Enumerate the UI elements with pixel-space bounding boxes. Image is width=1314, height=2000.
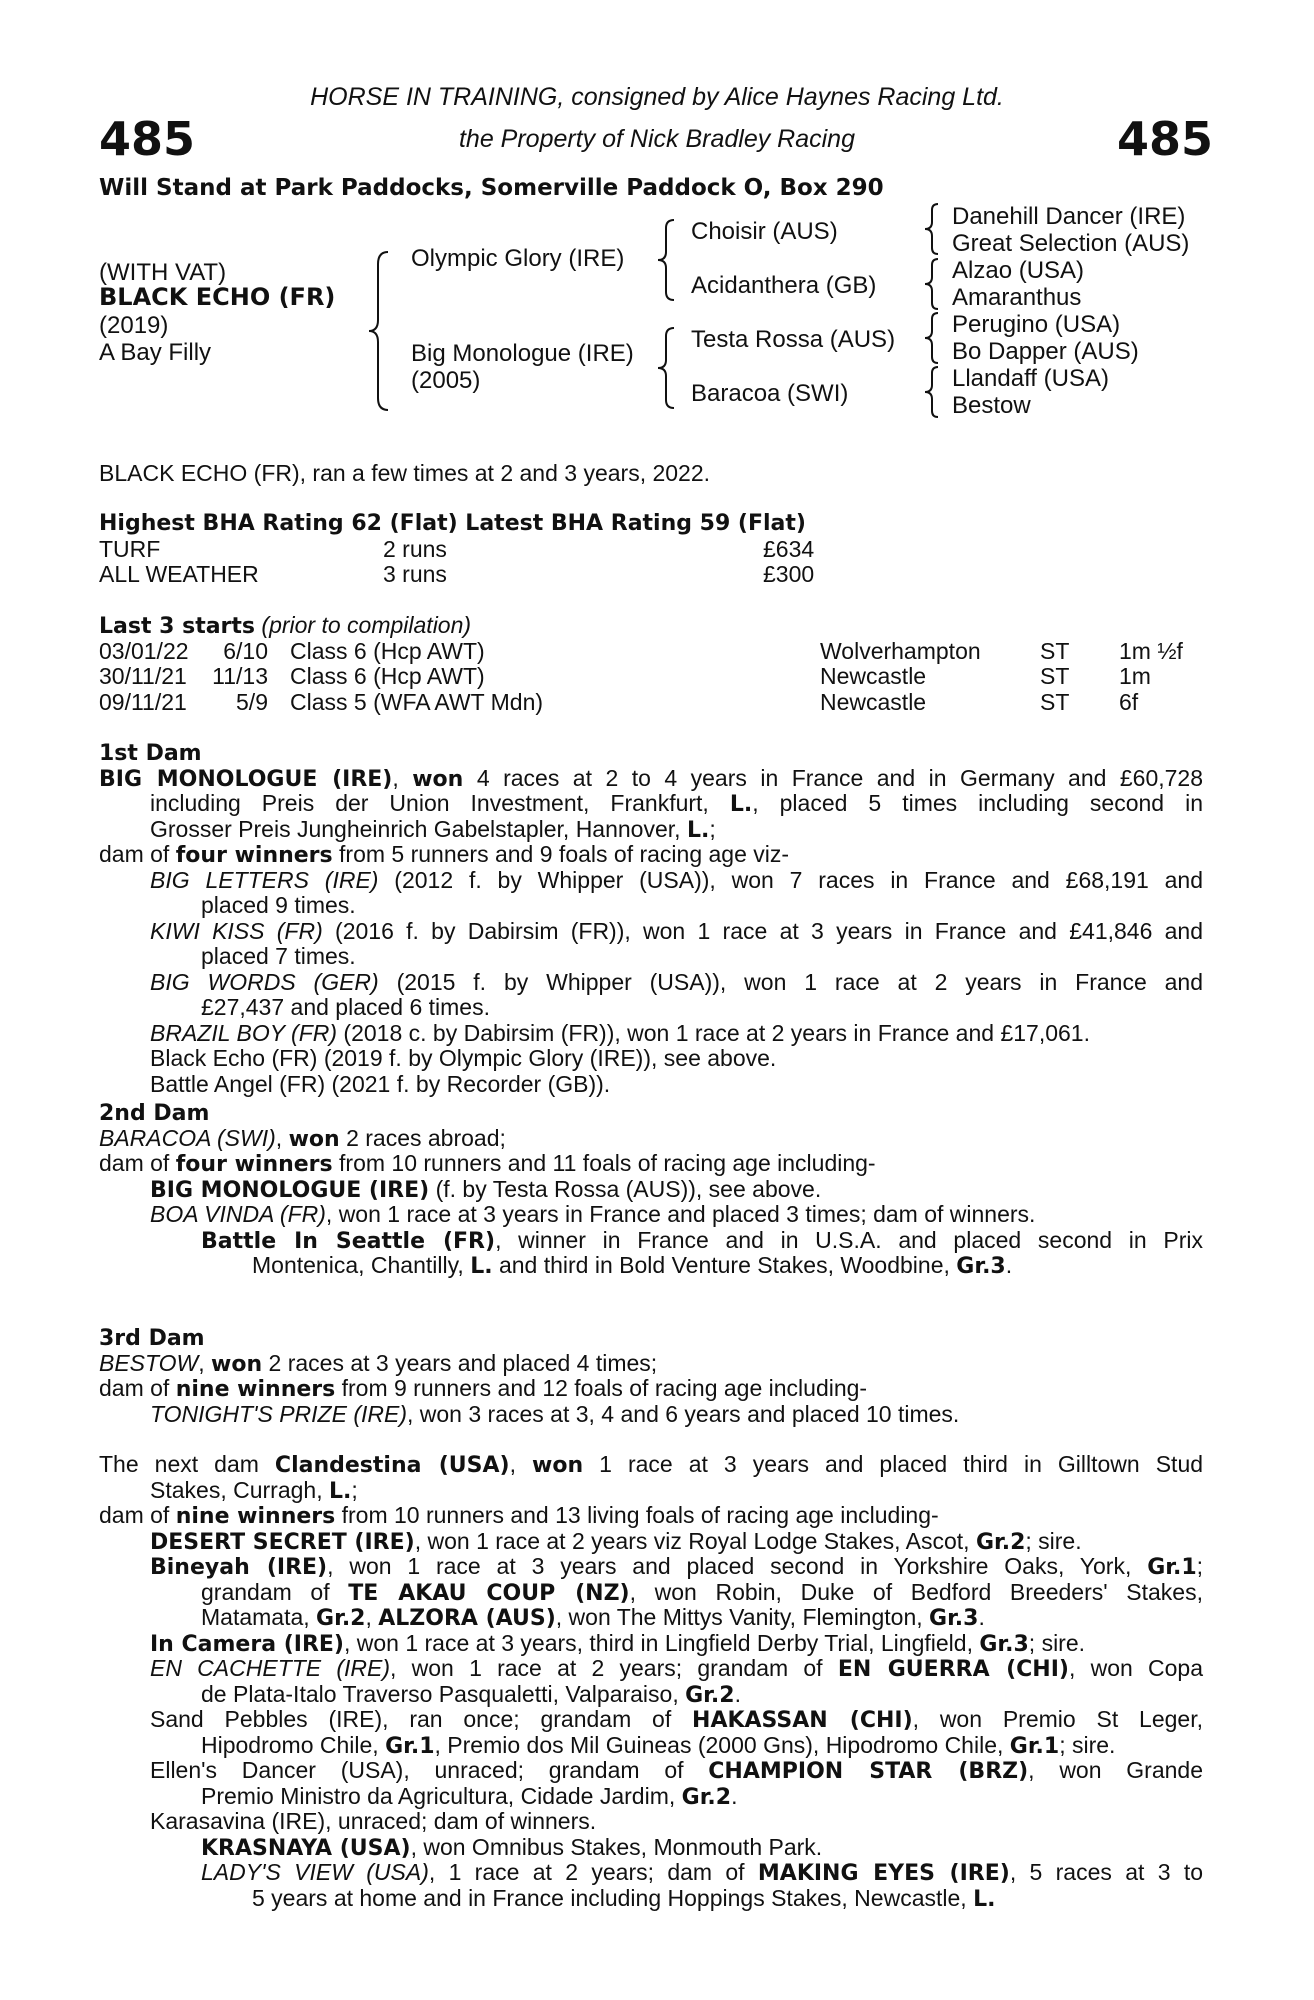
progeny-name: MAKING EYES (IRE) bbox=[757, 1861, 1010, 1886]
progeny-record: , Premio dos Mil Guineas (2000 Gns), Hipodromo Chile, bbox=[434, 1731, 1004, 1758]
listed-label: L. bbox=[729, 792, 753, 817]
progeny-record: , won 1 race at 2 years; grandam of bbox=[390, 1655, 823, 1681]
progeny-record: , winner in France and in U.S.A. and placed second in Prix bbox=[495, 1226, 1203, 1253]
progeny-record: and third in Bold Venture Stakes, Woodbine, bbox=[498, 1252, 950, 1278]
start-position: 11/13 bbox=[212, 663, 268, 689]
third-dam-name: BESTOW bbox=[99, 1349, 199, 1376]
start-date: 30/11/21 bbox=[99, 663, 187, 689]
start-race: Class 5 (WFA AWT Mdn) bbox=[290, 689, 544, 715]
pedigree-dam-year: (2005) bbox=[411, 367, 481, 394]
listed-label: L. bbox=[328, 1478, 352, 1504]
punctuation: ; bbox=[351, 1476, 358, 1503]
start-course: Wolverhampton bbox=[820, 638, 981, 664]
progeny-record: ; sire. bbox=[1059, 1731, 1116, 1758]
progeny-record: (f. by Testa Rossa (AUS)), see above. bbox=[435, 1175, 822, 1202]
horse-description: A Bay Filly bbox=[99, 339, 212, 366]
progeny-entry: Battle Angel (FR) (2021 f. by Recorder (GB)). bbox=[150, 1070, 611, 1097]
pedigree-dam: Big Monologue (IRE) bbox=[411, 340, 634, 367]
grade-label: Gr.1 bbox=[385, 1733, 435, 1759]
start-date: 03/01/22 bbox=[99, 638, 189, 664]
foals-note: from 9 runners and 12 foals of racing age including- bbox=[341, 1375, 868, 1401]
start-race: Class 6 (Hcp AWT) bbox=[290, 638, 485, 664]
progeny-record: , 5 races at 3 to bbox=[1009, 1859, 1204, 1885]
won-label: won bbox=[532, 1453, 584, 1478]
progeny-record: , won 1 race at 2 years viz Royal Lodge Stakes, Ascot, bbox=[414, 1527, 970, 1554]
progeny-record: , won 1 race at 3 years, third in Lingfield Derby Trial, Lingfield, bbox=[343, 1629, 973, 1656]
turf-label: TURF bbox=[99, 536, 161, 562]
progeny-record: , won Omnibus Stakes, Monmouth Park. bbox=[410, 1833, 823, 1860]
punctuation: . bbox=[1005, 1252, 1013, 1278]
pedigree-brace-dam bbox=[656, 326, 678, 410]
progeny-name: BIG LETTERS (IRE) bbox=[150, 866, 379, 893]
progeny-record: , 1 race at 2 years; dam of bbox=[428, 1859, 745, 1885]
vat-note: (WITH VAT) bbox=[99, 259, 227, 286]
progeny-name: Bineyah (IRE) bbox=[150, 1555, 328, 1580]
grade-label: Gr.1 bbox=[1147, 1555, 1197, 1580]
pedigree-dam-dam: Baracoa (SWI) bbox=[691, 380, 849, 407]
second-dam-record: 2 races abroad; bbox=[346, 1124, 506, 1151]
pedigree-brace-g2 bbox=[922, 257, 942, 311]
progeny-name: ALZORA (AUS) bbox=[378, 1606, 556, 1631]
start-date: 09/11/21 bbox=[99, 689, 187, 715]
pedigree-brace-g3 bbox=[922, 311, 942, 365]
pedigree-g7: Llandaff (USA) bbox=[952, 365, 1109, 392]
start-distance: 6f bbox=[1119, 689, 1139, 715]
punctuation: , bbox=[365, 1604, 372, 1630]
pedigree-brace-g4 bbox=[922, 365, 942, 419]
start-position: 5/9 bbox=[236, 689, 268, 715]
pedigree-brace-g1 bbox=[922, 202, 942, 256]
pedigree-sire-sire: Choisir (AUS) bbox=[691, 218, 838, 245]
start-going: ST bbox=[1040, 689, 1070, 715]
progeny-record: de Plata-Italo Traverso Pasqualetti, Valparaiso, bbox=[201, 1680, 679, 1707]
progeny-record: 5 years at home and in France including Hoppings Stakes, Newcastle, bbox=[252, 1884, 967, 1911]
progeny-record: ; sire. bbox=[1028, 1629, 1086, 1656]
second-dam-name: BARACOA (SWI) bbox=[99, 1124, 276, 1151]
progeny-name: EN GUERRA (CHI) bbox=[837, 1657, 1069, 1682]
pedigree-g4: Amaranthus bbox=[952, 284, 1082, 311]
pedigree-g8: Bestow bbox=[952, 392, 1031, 419]
progeny-name: LADY'S VIEW (USA) bbox=[201, 1859, 429, 1885]
progeny-record: , won Premio St Leger, bbox=[912, 1706, 1203, 1732]
pedigree-brace-sire bbox=[656, 218, 678, 302]
first-dam-record-line: Grosser Preis Jungheinrich Gabelstapler, Hannover, bbox=[150, 815, 681, 842]
progeny-record: (2018 c. by Dabirsim (FR)), won 1 race at 2 years in France and £17,061. bbox=[343, 1019, 1090, 1046]
winners-count: nine winners bbox=[175, 1504, 336, 1529]
progeny-entry: Karasavina (IRE), unraced; dam of winners. bbox=[150, 1808, 597, 1834]
last-starts-subtitle: (prior to compilation) bbox=[261, 612, 472, 638]
pedigree-sire: Olympic Glory (IRE) bbox=[411, 245, 625, 272]
last-starts-title: Last 3 starts bbox=[99, 614, 256, 639]
won-label: won bbox=[288, 1126, 340, 1152]
progeny-name: KRASNAYA (USA) bbox=[201, 1835, 411, 1861]
start-course: Newcastle bbox=[820, 689, 927, 715]
punctuation: ; bbox=[1196, 1553, 1204, 1579]
listed-label: L. bbox=[686, 817, 710, 843]
progeny-name: BIG MONOLOGUE (IRE) bbox=[150, 1177, 430, 1203]
first-dam-record: 4 races at 2 to 4 years in France and in Germany and £60,728 bbox=[476, 764, 1204, 791]
second-dam-section: 2nd Dam BARACOA (SWI), won 2 races abroad; dam of four winners from 10 runners and 11 foals of racing age including- BIG MONOLOGUE (IRE) (f. by Testa Rossa (AUS)), see above. BOA VINDA (FR), won 1 race at 3 years in France and placed 3 times; dam of winners. Battle In Seattle (FR), winner in France and in U.S.A. and placed second in Prix Montenica, Chantilly, L. and third in Bold Venture Stakes, Woodbine, Gr.3. bbox=[99, 1101, 1203, 1279]
pedigree-sire-dam: Acidanthera (GB) bbox=[691, 272, 877, 299]
progeny-name: TONIGHT'S PRIZE (IRE) bbox=[150, 1400, 407, 1427]
aw-prize: £300 bbox=[763, 561, 815, 587]
grade-label: Gr.2 bbox=[975, 1529, 1026, 1555]
progeny-name: BOA VINDA (FR) bbox=[150, 1201, 326, 1227]
grade-label: Gr.2 bbox=[316, 1606, 366, 1631]
progeny-record: (2015 f. by Whipper (USA)), won 1 race at 2 years in France and bbox=[396, 968, 1204, 995]
aw-runs: 3 runs bbox=[383, 561, 447, 587]
progeny-name: DESERT SECRET (IRE) bbox=[150, 1529, 415, 1555]
grade-label: Gr.2 bbox=[681, 1784, 732, 1810]
pedigree-g2: Great Selection (AUS) bbox=[952, 230, 1190, 257]
punctuation: . bbox=[734, 1680, 741, 1707]
progeny-name: TE AKAU COUP (NZ) bbox=[348, 1580, 630, 1606]
progeny-name: HAKASSAN (CHI) bbox=[692, 1708, 913, 1733]
listed-label: L. bbox=[470, 1254, 493, 1279]
listed-label: L. bbox=[973, 1886, 996, 1912]
property-line: the Property of Nick Bradley Racing bbox=[458, 125, 855, 153]
winners-count: four winners bbox=[175, 1152, 333, 1177]
first-dam-name: BIG MONOLOGUE (IRE) bbox=[99, 766, 393, 792]
progeny-record: Ellen's Dancer (USA), unraced; grandam of bbox=[150, 1757, 684, 1783]
progeny-record: ; sire. bbox=[1025, 1527, 1082, 1554]
progeny-name: BIG WORDS (GER) bbox=[150, 968, 379, 995]
progeny-record: , won 3 races at 3, 4 and 6 years and placed 10 times. bbox=[406, 1400, 960, 1427]
third-dam-heading: 3rd Dam bbox=[99, 1326, 205, 1351]
bha-ratings: Highest BHA Rating 62 (Flat) Latest BHA Rating 59 (Flat) bbox=[99, 511, 806, 536]
stand-location: Will Stand at Park Paddocks, Somerville Paddock O, Box 290 bbox=[99, 175, 884, 201]
punctuation: . bbox=[978, 1604, 985, 1630]
dam-of-label: dam of bbox=[99, 1375, 170, 1401]
horse-year: (2019) bbox=[99, 312, 169, 339]
consignment-line: HORSE IN TRAINING, consigned by Alice Haynes Racing Ltd. bbox=[310, 83, 1004, 111]
last-starts-heading bbox=[99, 613, 471, 640]
grade-label: Gr.2 bbox=[685, 1682, 735, 1708]
foals-note: from 10 runners and 13 living foals of racing age including- bbox=[341, 1502, 939, 1528]
next-dam-record: Stakes, Curragh, bbox=[150, 1476, 323, 1503]
progeny-record: , won Grande bbox=[1028, 1757, 1203, 1783]
progeny-record: Matamata, bbox=[201, 1604, 310, 1630]
start-race: Class 6 (Hcp AWT) bbox=[290, 663, 485, 689]
progeny-name: In Camera (IRE) bbox=[150, 1631, 344, 1657]
pedigree-g1: Danehill Dancer (IRE) bbox=[952, 203, 1186, 230]
pedigree-dam-sire: Testa Rossa (AUS) bbox=[691, 326, 896, 353]
dam-of-label: dam of bbox=[99, 1150, 170, 1176]
grandam-label: grandam of bbox=[201, 1578, 330, 1605]
pedigree-g6: Bo Dapper (AUS) bbox=[952, 338, 1139, 365]
grade-label: Gr.3 bbox=[929, 1606, 979, 1631]
race-summary: BLACK ECHO (FR), ran a few times at 2 and 3 years, 2022. bbox=[99, 460, 711, 486]
progeny-name: Battle In Seattle (FR) bbox=[201, 1228, 496, 1254]
aw-label: ALL WEATHER bbox=[99, 561, 259, 587]
next-dam-record: 1 race at 3 years and placed third in Gilltown Stud bbox=[599, 1451, 1204, 1477]
progeny-record: £27,437 and placed 6 times. bbox=[201, 994, 490, 1020]
foals-note: from 10 runners and 11 foals of racing age including- bbox=[339, 1150, 876, 1176]
first-dam-heading: 1st Dam bbox=[99, 741, 202, 766]
progeny-name: CHAMPION STAR (BRZ) bbox=[708, 1759, 1029, 1784]
progeny-entry: Black Echo (FR) (2019 f. by Olympic Glory (IRE)), see above. bbox=[150, 1045, 777, 1071]
start-going: ST bbox=[1040, 663, 1070, 689]
first-dam-section: 1st Dam BIG MONOLOGUE (IRE), won 4 races at 2 to 4 years in France and in Germany and £60,728 including Preis der Union Investment, Frankfurt, L., placed 5 times including second in Grosser Preis Jungheinrich Gabelstapler, Hannover, L.; dam of four winners from 5 runners and 9 foals of racing age viz- BIG LETTERS (IRE) (2012 f. by Whipper (USA)), won 7 races in France and £68,191 and placed 9 times. KIWI KISS (FR) (2016 f. by Dabirsim (FR)), won 1 race at 3 years in France and £41,846 and placed 7 times. BIG WORDS (GER) (2015 f. by Whipper (USA)), won 1 race at 2 years in France and £27,437 and placed 6 times. BRAZIL BOY (FR) (2018 c. by Dabirsim (FR)), won 1 race at 2 years in France and £17,061. Black Echo (FR) (2019 f. by Olympic Glory (IRE)), see above. Battle Angel (FR) (2021 f. by Recorder (GB)). bbox=[99, 741, 1204, 1097]
progeny-record: , won 1 race at 3 years and placed second in Yorkshire Oaks, York, bbox=[327, 1553, 1132, 1579]
grade-label: Gr.3 bbox=[956, 1254, 1006, 1279]
progeny-record: placed 9 times. bbox=[201, 892, 356, 918]
grade-label: Gr.1 bbox=[1009, 1733, 1060, 1759]
won-label: won bbox=[211, 1351, 263, 1377]
progeny-record: Hipodromo Chile, bbox=[201, 1731, 379, 1758]
punctuation: . bbox=[731, 1782, 738, 1809]
progeny-name: KIWI KISS (FR) bbox=[150, 917, 323, 944]
horse-name: BLACK ECHO (FR) bbox=[99, 283, 336, 311]
third-dam-record: 2 races at 3 years and placed 4 times; bbox=[268, 1349, 658, 1376]
progeny-record: , won Robin, Duke of Bedford Breeders' Stakes, bbox=[629, 1578, 1203, 1605]
progeny-name: BRAZIL BOY (FR) bbox=[150, 1019, 338, 1046]
punctuation: ; bbox=[709, 815, 716, 842]
dam-of-label: dam of bbox=[99, 1502, 170, 1528]
progeny-record: Premio Ministro da Agricultura, Cidade Jardim, bbox=[201, 1782, 676, 1809]
progeny-record: Montenica, Chantilly, bbox=[252, 1252, 464, 1278]
pedigree-g3: Alzao (USA) bbox=[952, 257, 1085, 284]
progeny-record: , won Copa bbox=[1068, 1655, 1203, 1681]
progeny-record: (2012 f. by Whipper (USA)), won 7 races in France and £68,191 and bbox=[394, 866, 1204, 893]
lot-number-left: 485 bbox=[99, 112, 196, 166]
start-course: Newcastle bbox=[820, 663, 927, 689]
grade-label: Gr.3 bbox=[979, 1631, 1029, 1657]
winners-count: four winners bbox=[175, 843, 333, 868]
turf-prize: £634 bbox=[763, 536, 815, 562]
first-dam-record-line: including Preis der Union Investment, Frankfurt, bbox=[150, 790, 709, 816]
progeny-name: EN CACHETTE (IRE) bbox=[150, 1655, 391, 1681]
pedigree-g5: Perugino (USA) bbox=[952, 311, 1121, 338]
next-dam-intro: The next dam bbox=[99, 1451, 259, 1477]
progeny-record: placed 7 times. bbox=[201, 943, 356, 969]
winners-count: nine winners bbox=[175, 1377, 336, 1402]
next-dam-section: The next dam Clandestina (USA), won 1 race at 3 years and placed third in Gilltown Stud Stakes, Curragh, L.; dam of nine winners from 10 runners and 13 living foals of racing age including- DESERT SECRET (IRE), won 1 race at 2 years viz Royal Lodge Stakes, Ascot, Gr.2; sire. Bineyah (IRE), won 1 race at 3 years and placed second in Yorkshire Oaks, York, Gr.1; grandam of TE AKAU COUP (NZ), won Robin, Duke of Bedford Breeders' Stakes, Matamata, Gr.2, ALZORA (AUS), won The Mittys Vanity, Flemington, Gr.3. In Camera (IRE), won 1 race at 3 years, third in Lingfield Derby Trial, Lingfield, Gr.3; sire. EN CACHETTE (IRE), won 1 race at 2 years; grandam of EN GUERRA (CHI), won Copa de Plata-Italo Traverso Pasqualetti, Valparaiso, Gr.2. Sand Pebbles (IRE), ran once; grandam of HAKASSAN (CHI), won Premio St Leger, Hipodromo Chile, Gr.1, Premio dos Mil Guineas (2000 Gns), Hipodromo Chile, Gr.1; sire. Ellen's Dancer (USA), unraced; grandam of CHAMPION STAR (BRZ), won Grande Premio Ministro da Agricultura, Cidade Jardim, Gr.2. Karasavina (IRE), unraced; dam of winners. KRASNAYA (USA), won Omnibus Stakes, Monmouth Park. LADY'S VIEW (USA), 1 race at 2 years; dam of MAKING EYES (IRE), 5 races at 3 to 5 years at home and in France including Hoppings Stakes, Newcastle, L. bbox=[99, 1451, 1204, 1912]
start-position: 6/10 bbox=[223, 638, 268, 664]
next-dam-name: Clandestina (USA) bbox=[274, 1453, 510, 1478]
foals-note: from 5 runners and 9 foals of racing age viz- bbox=[339, 841, 790, 867]
start-distance: 1m ½f bbox=[1119, 638, 1183, 664]
won-label: won bbox=[412, 766, 464, 792]
third-dam-section: 3rd Dam BESTOW, won 2 races at 3 years and placed 4 times; dam of nine winners from 9 runners and 12 foals of racing age including- TONIGHT'S PRIZE (IRE), won 3 races at 3, 4 and 6 years and placed 10 times. bbox=[99, 1326, 960, 1427]
progeny-record: , won 1 race at 3 years in France and placed 3 times; dam of winners. bbox=[325, 1201, 1036, 1227]
dam-of-label: dam of bbox=[99, 841, 170, 867]
progeny-record: , won The Mittys Vanity, Flemington, bbox=[555, 1604, 923, 1630]
progeny-record: (2016 f. by Dabirsim (FR)), won 1 race at 3 years in France and £41,846 and bbox=[335, 917, 1204, 944]
start-going: ST bbox=[1040, 638, 1070, 664]
turf-runs: 2 runs bbox=[383, 536, 447, 562]
start-distance: 1m bbox=[1119, 663, 1151, 689]
second-dam-heading: 2nd Dam bbox=[99, 1101, 210, 1126]
progeny-record: Sand Pebbles (IRE), ran once; grandam of bbox=[150, 1706, 672, 1732]
pedigree-brace-main bbox=[366, 250, 392, 412]
lot-number-right: 485 bbox=[1117, 112, 1214, 166]
first-dam-record-line: , placed 5 times including second in bbox=[752, 790, 1204, 816]
